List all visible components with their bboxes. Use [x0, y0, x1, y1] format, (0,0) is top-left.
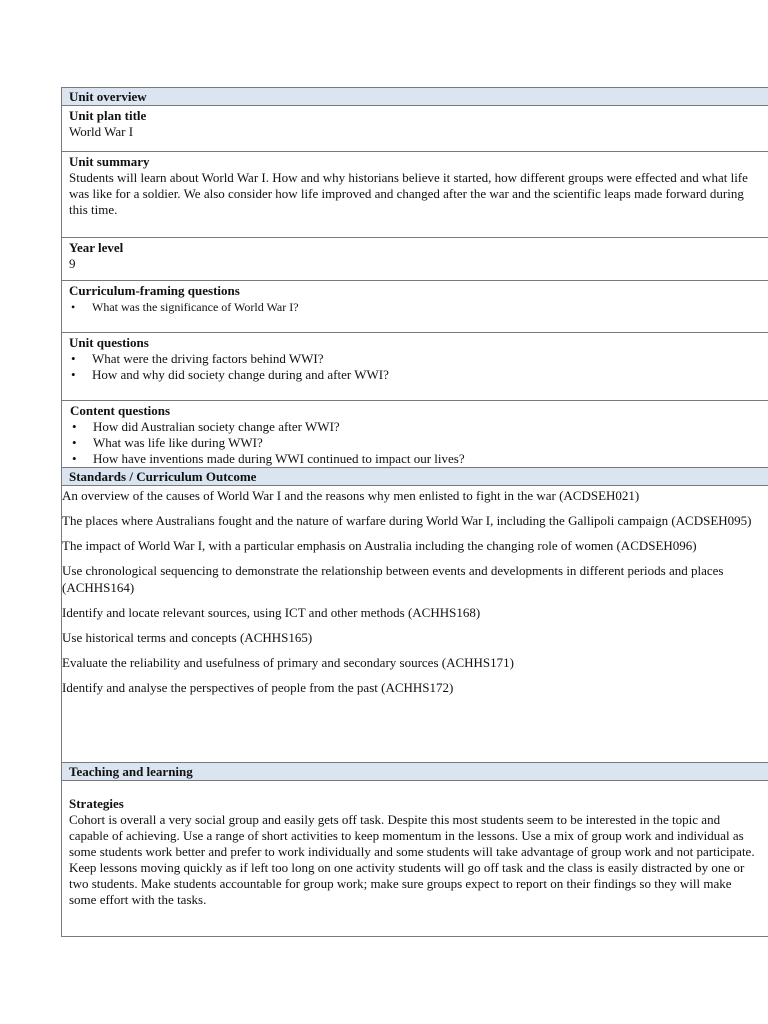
unit-questions-label: Unit questions: [69, 335, 149, 350]
unit-plan-title-cell: [62, 106, 768, 152]
unit-plan-title-label: Unit plan title: [69, 108, 147, 123]
standard-item: Use chronological sequencing to demonstrate the relationship between events and developments in different periods and places (ACHHS164): [62, 563, 724, 595]
list-item: • What was life like during WWI?: [70, 435, 762, 451]
year-level-cell: [62, 238, 768, 281]
list-item: • How and why did society change during and after WWI?: [69, 367, 762, 383]
list-item: • What were the driving factors behind WWI?: [69, 351, 762, 367]
year-level-label: Year level: [69, 240, 124, 255]
list-item: • What was the significance of World War I?: [69, 299, 762, 315]
strategies-cell: [62, 781, 768, 937]
strategies-text: Cohort is overall a very social group and easily gets off task. Despite this most students seem to be interested in the topic and capable of achieving. Use a range of short activities to keep momentum in the lessons. Use a mix of group work and individual as some students work better and prefer to work individually and some students will take advantage of group work and not participate. Keep lessons moving quickly as if left too long on one activity students will go off task and the class is easily distracted by one or two students. Make students accountable for group work; make sure groups expect to report on their findings so they will make some effort with the tasks.: [69, 812, 755, 907]
curriculum-framing-cell: [62, 281, 768, 333]
standard-item: Use historical terms and concepts (ACHHS165): [62, 630, 313, 645]
unit-questions-cell: [62, 333, 768, 401]
unit-summary-label: Unit summary: [69, 154, 150, 169]
curriculum-framing-label: Curriculum-framing questions: [69, 283, 240, 298]
curriculum-framing-list: [69, 299, 762, 315]
standard-item: An overview of the causes of World War I and the reasons why men enlisted to fight in the war (ACDSEH021): [62, 488, 640, 503]
unit-questions-list: [69, 351, 762, 383]
content-questions-list: [70, 419, 762, 467]
content-questions-label: Content questions: [70, 403, 171, 418]
content-questions-cell: [62, 401, 768, 468]
standards-cell: [62, 486, 768, 763]
year-level-value: 9: [69, 256, 76, 271]
unit-plan-table: [61, 87, 768, 937]
standards-header: Standards / Curriculum Outcome: [62, 468, 768, 486]
standard-item: Identify and analyse the perspectives of people from the past (ACHHS172): [62, 680, 454, 695]
unit-plan-document: [61, 87, 768, 937]
teaching-learning-header: Teaching and learning: [62, 763, 768, 781]
unit-summary-cell: [62, 152, 768, 238]
strategies-label: Strategies: [69, 796, 124, 811]
standard-item: The places where Australians fought and the nature of warfare during World War I, including the Gallipoli campaign (ACDSEH095): [62, 513, 752, 528]
unit-summary-text: Students will learn about World War I. How and why historians believe it started, how different groups were effected and what life was like for a soldier. We also consider how life improved and changed after the war and the scientific leaps made forward during this time.: [69, 170, 748, 217]
unit-overview-header: Unit overview: [62, 88, 768, 106]
list-item: • How have inventions made during WWI continued to impact our lives?: [70, 451, 762, 467]
standard-item: Identify and locate relevant sources, using ICT and other methods (ACHHS168): [62, 605, 481, 620]
unit-plan-title-value: World War I: [69, 124, 134, 139]
standard-item: Evaluate the reliability and usefulness of primary and secondary sources (ACHHS171): [62, 655, 514, 670]
standard-item: The impact of World War I, with a particular emphasis on Australia including the changing role of women (ACDSEH096): [62, 538, 697, 553]
list-item: • How did Australian society change after WWI?: [70, 419, 762, 435]
